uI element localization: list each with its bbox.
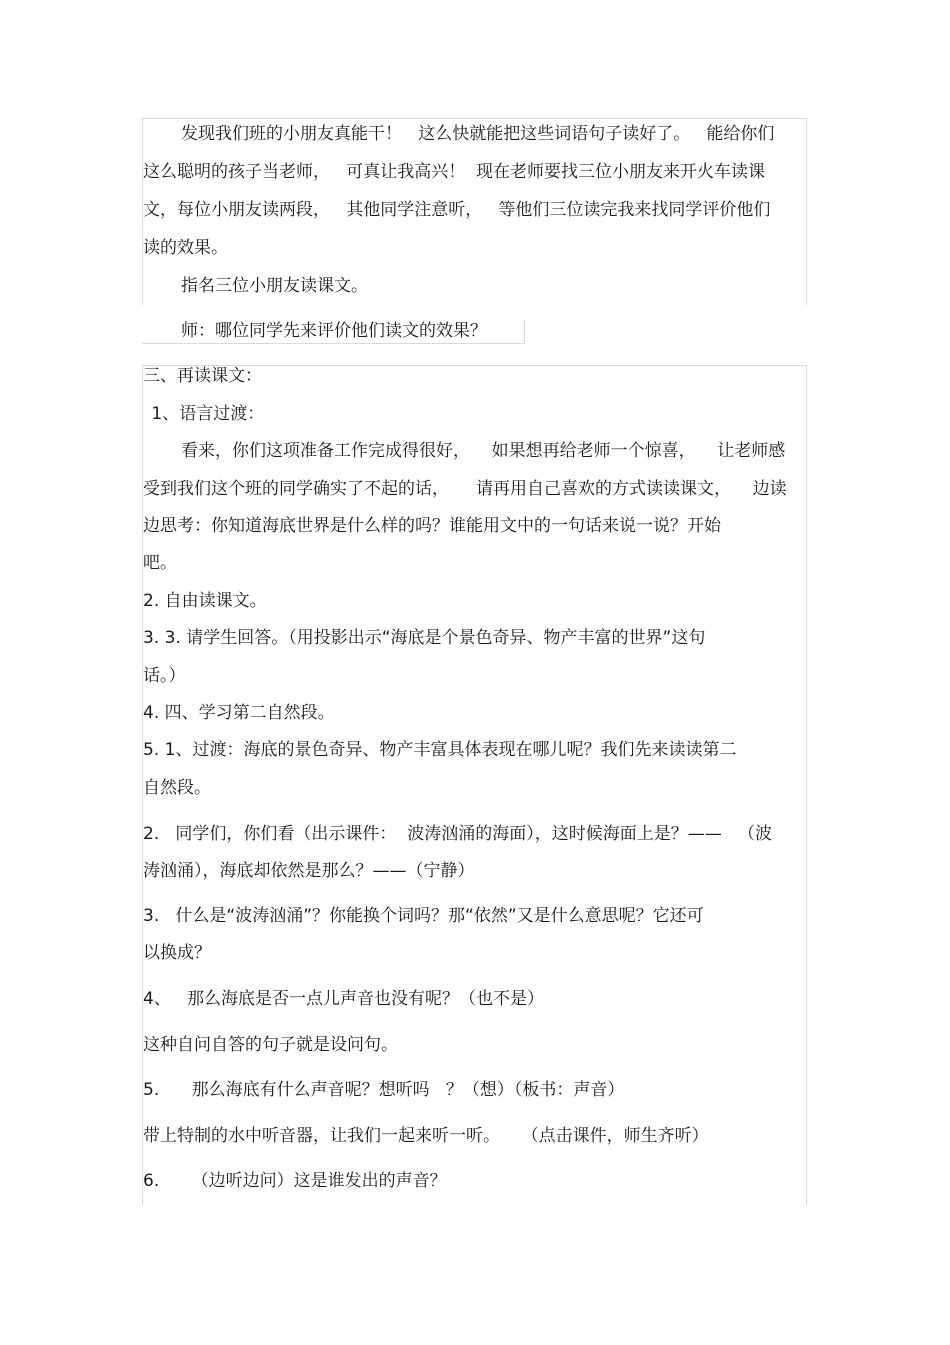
list-item: 5. 那么海底有什么声音呢？想听吗 ？（想）（板书：声音）: [143, 1080, 625, 1100]
list-item: 6. （边听边问）这是谁发出的声音？: [143, 1171, 447, 1191]
paragraph-line: 发现我们班的小朋友真能干！ 这么快就能把这些词语句子读好了。 能给你们: [181, 124, 775, 144]
paragraph-line: 吧。: [143, 553, 177, 573]
list-item: 话。）: [143, 666, 186, 686]
list-item: 以换成？: [143, 943, 211, 963]
paragraph-line: 文，每位小朋友读两段， 其他同学注意听， 等他们三位读完我来找同学评价他们: [143, 200, 771, 220]
list-item: 5. 1、过渡：海底的景色奇异、物产丰富具体表现在哪儿呢？我们先来读读第二: [143, 740, 737, 760]
list-item: 涛汹涌），海底却依然是那么？——（宁静）: [143, 861, 475, 881]
list-item: 4、 那么海底是否一点儿声音也没有呢？（也不是）: [143, 989, 545, 1009]
table-border-right: [806, 805, 807, 1205]
list-item: 自然段。: [143, 778, 211, 798]
list-item: 带上特制的水中听音器，让我们一起来听一听。 （点击课件，师生齐听）: [143, 1126, 709, 1146]
list-item: 3. 3. 请学生回答。（用投影出示“海底是个景色奇异、物产丰富的世界”这句: [143, 628, 706, 648]
paragraph-line: 指名三位小朋友读课文。: [181, 276, 368, 296]
paragraph-line: 读的效果。: [143, 238, 228, 258]
teacher-question: 师：哪位同学先来评价他们读文的效果？: [181, 321, 487, 341]
paragraph-line: 边思考：你知道海底世界是什么样的吗？谁能用文中的一句话来说一说？开始: [143, 516, 721, 536]
paragraph-line: 看来，你们这项准备工作完成得很好， 如果想再给老师一个惊喜， 让老师感: [181, 441, 786, 461]
list-item: 3. 什么是“波涛汹涌”？你能换个词吗？那“依然”又是什么意思呢？它还可: [143, 906, 704, 926]
list-item: 2. 自由读课文。: [143, 591, 267, 611]
list-item: 2. 同学们，你们看（出示课件： 波涛汹涌的海面），这时候海面上是？—— （波: [143, 824, 772, 844]
paragraph-line: 这么聪明的孩子当老师， 可真让我高兴！ 现在老师要找三位小朋友来开火车读课: [143, 162, 766, 182]
section-heading: 三、再读课文：: [143, 366, 262, 386]
list-item: 4. 四、学习第二自然段。: [143, 703, 335, 723]
paragraph-line: 受到我们这个班的同学确实了不起的话， 请再用自己喜欢的方式读读课文， 边读: [143, 479, 787, 499]
table-cell-reread: [142, 365, 807, 805]
list-item: 这种自问自答的句子就是设问句。: [143, 1035, 398, 1055]
subheading: 1、语言过渡：: [146, 404, 265, 424]
